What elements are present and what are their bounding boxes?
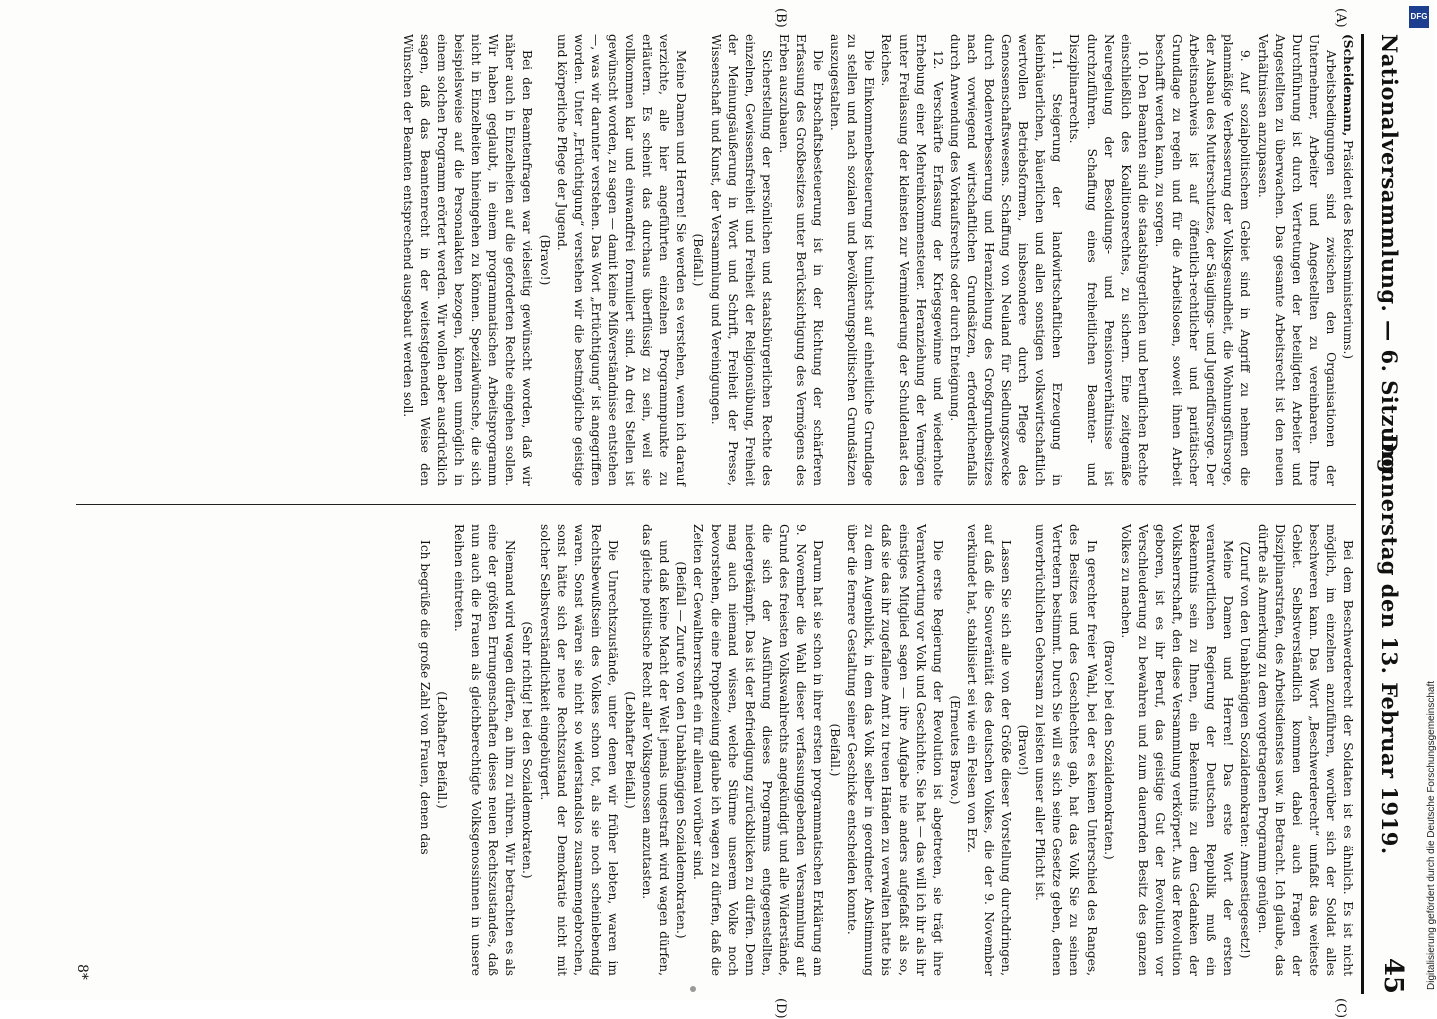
interjection: (Beifall — Zurufe von den Unabhängigen Sozialdemokraten.) [674, 561, 689, 939]
paragraph: Lassen Sie sich alle von der Größe dieser Vorstellung durchdringen, auf daß die Souveränität des deutschen Volkes, die der 9. November verkündet hat, stabilisiert sei wie ein Felsen von Erz. [964, 524, 1014, 976]
margin-mark-d: (D) [773, 998, 788, 1019]
paragraph: Darum hat sie schon in ihrer ersten programmatischen Erklärung am 9. November die Wahl dieser verfassunggebenden Versammlung auf Grund des freiesten Volkswahlrechts angekündigt und alle Widerstände, die sich der Ausführung dieses Programms entgegenstellten, niedergekämpft. Das ist der Befriedigung zurückblicken zu dürfen. Denn mag auch niemand wissen, welche Stürme unserem Volke noch bevorstehen, die eine Prophezeiung glaube ich wagen zu dürfen, daß die Zeiten der Gewaltherrschaft ein für allemal vorüber sind. [691, 524, 826, 976]
paragraph: Sicherstellung der persönlichen und staatsbürgerlichen Rechte des einzelnen, Gewissensfreiheit und Freiheit der Religionsübung, Freiheit der Meinungsäußerung in Wort und Schrift, Freiheit der Presse, Wissenschaft und Kunst, der Versammlung und Vereinigungen. [708, 34, 774, 486]
paragraph: Arbeitsbedingungen sind zwischen den Organisationen der Unternehmer, Arbeiter und Angestellten zu vereinbaren. Ihre Durchführung ist durch Vertretungen der beteiligten Arbeiter und Angestellten zu überwachen. Das gesamte Arbeitsrecht ist den neuen Verhältnissen anzupassen. [1255, 34, 1338, 486]
column-separator [76, 504, 1356, 505]
paragraph: Ich begrüße die große Zahl von Frauen, denen das [417, 540, 432, 855]
paragraph: In gerechter freier Wahl, bei der es keinen Unterschied des Ranges, des Besitzes und des Geschlechtes gab, hat das Volk Sie zu seinen Vertretern bestimmt. Durch Sie will es sich seine Gesetze geben, denen unverbrüchlichen Gehorsam zu leisten unser aller Pflicht ist. [1033, 524, 1099, 976]
interjection: (Sehr richtig! bei den Sozialdemokraten.) [520, 621, 535, 879]
paragraph: 10. Den Beamten sind die staatsbürgerlichen und beruflichen Rechte einschließlich des Koalitionsrechtes, zu sichern. Eine zeitgemäße Neuregelung der Besoldungs- und Pensionsverhältnisse ist durchzuführen. Schaffung eines freiheitlichen Beamten- und Disziplinarrechts. [1067, 34, 1150, 486]
speaker-role: Präsident des Reichsministeriums.) [1341, 140, 1355, 360]
left-text-column [76, 34, 1356, 486]
page-number: 45 [1378, 957, 1408, 994]
signature-mark: 8* [74, 964, 90, 980]
speaker-name: (Scheidemann, [1341, 34, 1355, 137]
interjection: (Zuruf von den Unabhängigen Sozialdemokraten: Amnestiegesetz!) [1238, 541, 1253, 959]
header-left: Nationalversammlung. — 6. Sitzung. [1377, 34, 1402, 482]
paragraph: Die Unrechtszustände, unter denen wir früher lebten, waren im Rechtsbewußtsein des Volkes schon tot, als sie noch scheinlebendig waren. Sonst wären sie nicht so widerstandslos zusammengebrochen, sonst hätte sich der neue Rechtszustand der Demokratie nicht mit solcher Selbstverständlichkeit eingebürgert. [537, 524, 620, 976]
right-text-column [76, 524, 1356, 976]
running-header [1364, 34, 1408, 994]
paragraph: Bei den Beamtenfragen war vielseitig gewünscht worden, daß wir näher auch in Einzelheiten auf die geforderten Rechte eingehen sollen. Wir haben geglaubt, in einem programmatischen Arbeitsprogramm nicht in Einzelheiten hineingehen zu können. Spezialwünsche, die sich beispielsweise auf die Personalakten bezogen, können unmöglich in einem solchen Programm erörtert werden. Wir wollen aber ausdrücklich sagen, daß das Beamtenrecht in der weitestgehenden Weise den Wünschen der Beamten entsprechend ausgebaut werden soll. [400, 34, 535, 486]
interjection: (Bravo!) [1016, 724, 1031, 776]
paragraph: Bei dem Beschwerderecht der Soldaten ist es ähnlich. Es ist nicht möglich, im einzelnen anzuführen, worüber sich der Soldat alles beschweren kann. Das Wort „Beschwerderecht“ umfaßt das weiteste Gebiet. Selbstverständlich kommen dabei auch Fragen der Disziplinarstrafen, des Arbeitsdienstes usw. in Betracht. Ich glaube, das dürfte als Anmerkung zu dem vorgetragenen Programm genügen. [1255, 524, 1355, 976]
paragraph: 12. Verschärfte Erfassung der Kriegsgewinne und wiederholte Erhebung einer Mehreinkommensteuer. Heranziehung der Vermögen unter Freilassung der kleinsten zur Verminderung der Schuldenlast des Reiches. [879, 34, 945, 486]
paragraph: 11. Steigerung der landwirtschaftlichen Erzeugung in kleinbäuerlichen, bäuerlichen und allen sonstigen volkswirtschaftlich wertvollen Betriebsformen, insbesondere durch Pflege des Genossenschaftswesens. Schaffung von Neuland für Siedlungszwecke durch Bodenverbesserung und Heranziehung des Großgrundbesitzes nach vorwiegend wirtschaftlichen Grundsätzen, erforderlichenfalls durch Anwendung des Vorkaufsrechts oder durch Enteignung. [947, 34, 1065, 486]
rotated-page-sheet [68, 8, 1408, 1019]
interjection: (Beifall.) [828, 723, 843, 777]
digitization-credit-strip [1404, 0, 1437, 1000]
header-center: Donnerstag den 13. Februar 1919. [1377, 434, 1402, 855]
paragraph: Meine Damen und Herren! Das erste Wort der ersten verantwortlichen Regierung der Deutschen Republik muß ein Bekenntnis sein zu Ihnen, ein Bekenntnis zu dem Gedanken der Volksherrschaft, den diese Versammlung verkörpert. Aus der Revolution geboren, ist es ihr Beruf, das geistige Gut der Revolution vor Verschleuderung zu bewahren und zum dauernden Besitz des ganzen Volkes zu machen. [1118, 524, 1236, 976]
margin-mark-c: (C) [1333, 998, 1348, 1019]
interjection: (Bravo!) [537, 234, 552, 286]
paragraph: Die Einkommenbesteuerung ist tunlichst auf einheitliche Grundlage zu stellen und nach sozialen und bevölkerungspolitischen Grundsätzen auszugestalten. [828, 34, 877, 486]
interjection: (Erneutes Bravo.) [947, 695, 962, 805]
paragraph: und daß keine Macht der Welt jemals ungestraft wird wagen dürfen, das gleiche politische Recht aller Volksgenossen anzutasten. [640, 524, 672, 976]
interjection: (Bravo! bei den Sozialdemokraten.) [1101, 640, 1116, 860]
dfg-logo: DFG [1409, 6, 1429, 28]
margin-mark-b: (B) [773, 8, 788, 28]
credit-text: Digitalisierung gefördert durch die Deutsche Forschungsgemeinschaft [1426, 680, 1437, 990]
interjection: (Lebhafter Beifall.) [623, 691, 638, 809]
header-rule [1361, 34, 1364, 994]
interjection: (Beifall.) [691, 233, 706, 287]
speaker-line [1339, 34, 1356, 486]
paragraph: 9. Auf sozialpolitischem Gebiet sind in Angriff zu nehmen die planmäßige Verbesserung der Volksgesundheit, die Wohnungsfürsorge, der Ausbau des Mutterschutzes, der Säuglings- und Jugendfürsorge. Der Arbeitsnachweis ist auf öffentlich-rechtlicher und paritätischer Grundlage zu regeln und für die Arbeitslosen, soweit ihnen Arbeit beschafft werden kann, zu sorgen. [1152, 34, 1253, 486]
interjection: (Lebhafter Beifall.) [435, 691, 450, 809]
margin-mark-a: (A) [1333, 8, 1348, 28]
scan-dot [690, 986, 696, 992]
paragraph: Niemand wird wagen dürfen, an ihm zu rühren. Wir betrachten es als eine der größten Errungenschaften dieses neuen Rechtszustandes, daß nun auch die Frauen als gleichberechtigte Volksgenossinnen in unsere Reihen eintreten. [452, 524, 518, 976]
paragraph: Die erste Regierung der Revolution ist abgetreten, sie trägt ihre Verantwortung vor Volk und Geschichte. Sie hat — das will ich ihr als ihr einstiges Mitglied sagen — ihre Aufgabe nie anders aufgefaßt als so, daß sie das ihr zugefallene Amt zu treuen Händen zu verwalten hatte bis zu dem Augenblick, in dem das Volk selber in geordneter Abstimmung über die fernere Gestaltung seiner Geschicke entscheiden konnte. [845, 524, 945, 976]
paragraph: Die Erbschaftsbesteuerung ist in der Richtung der schärferen Erfassung des Großbesitzes unter Berücksichtigung des Vermögens des Erben auszubauen. [776, 34, 826, 486]
paragraph: Meine Damen und Herren! Sie werden es verstehen, wenn ich darauf verzichte, alle hier angeführten einzelnen Programmpunkte zu erläutern. Es scheint das durchaus überflüssig zu sein, weil sie vollkommen klar und einwandfrei formuliert sind. An drei Stellen ist gewünscht worden, zu sagen — damit keine Mißverständnisse entstehen —, was wir darunter verstehen. Das Wort „Ertüchtigung“ ist angegriffen worden. Unter „Ertüchtigung“ verstehen wir die bestmögliche geistige und körperliche Pflege der Jugend. [554, 34, 689, 486]
